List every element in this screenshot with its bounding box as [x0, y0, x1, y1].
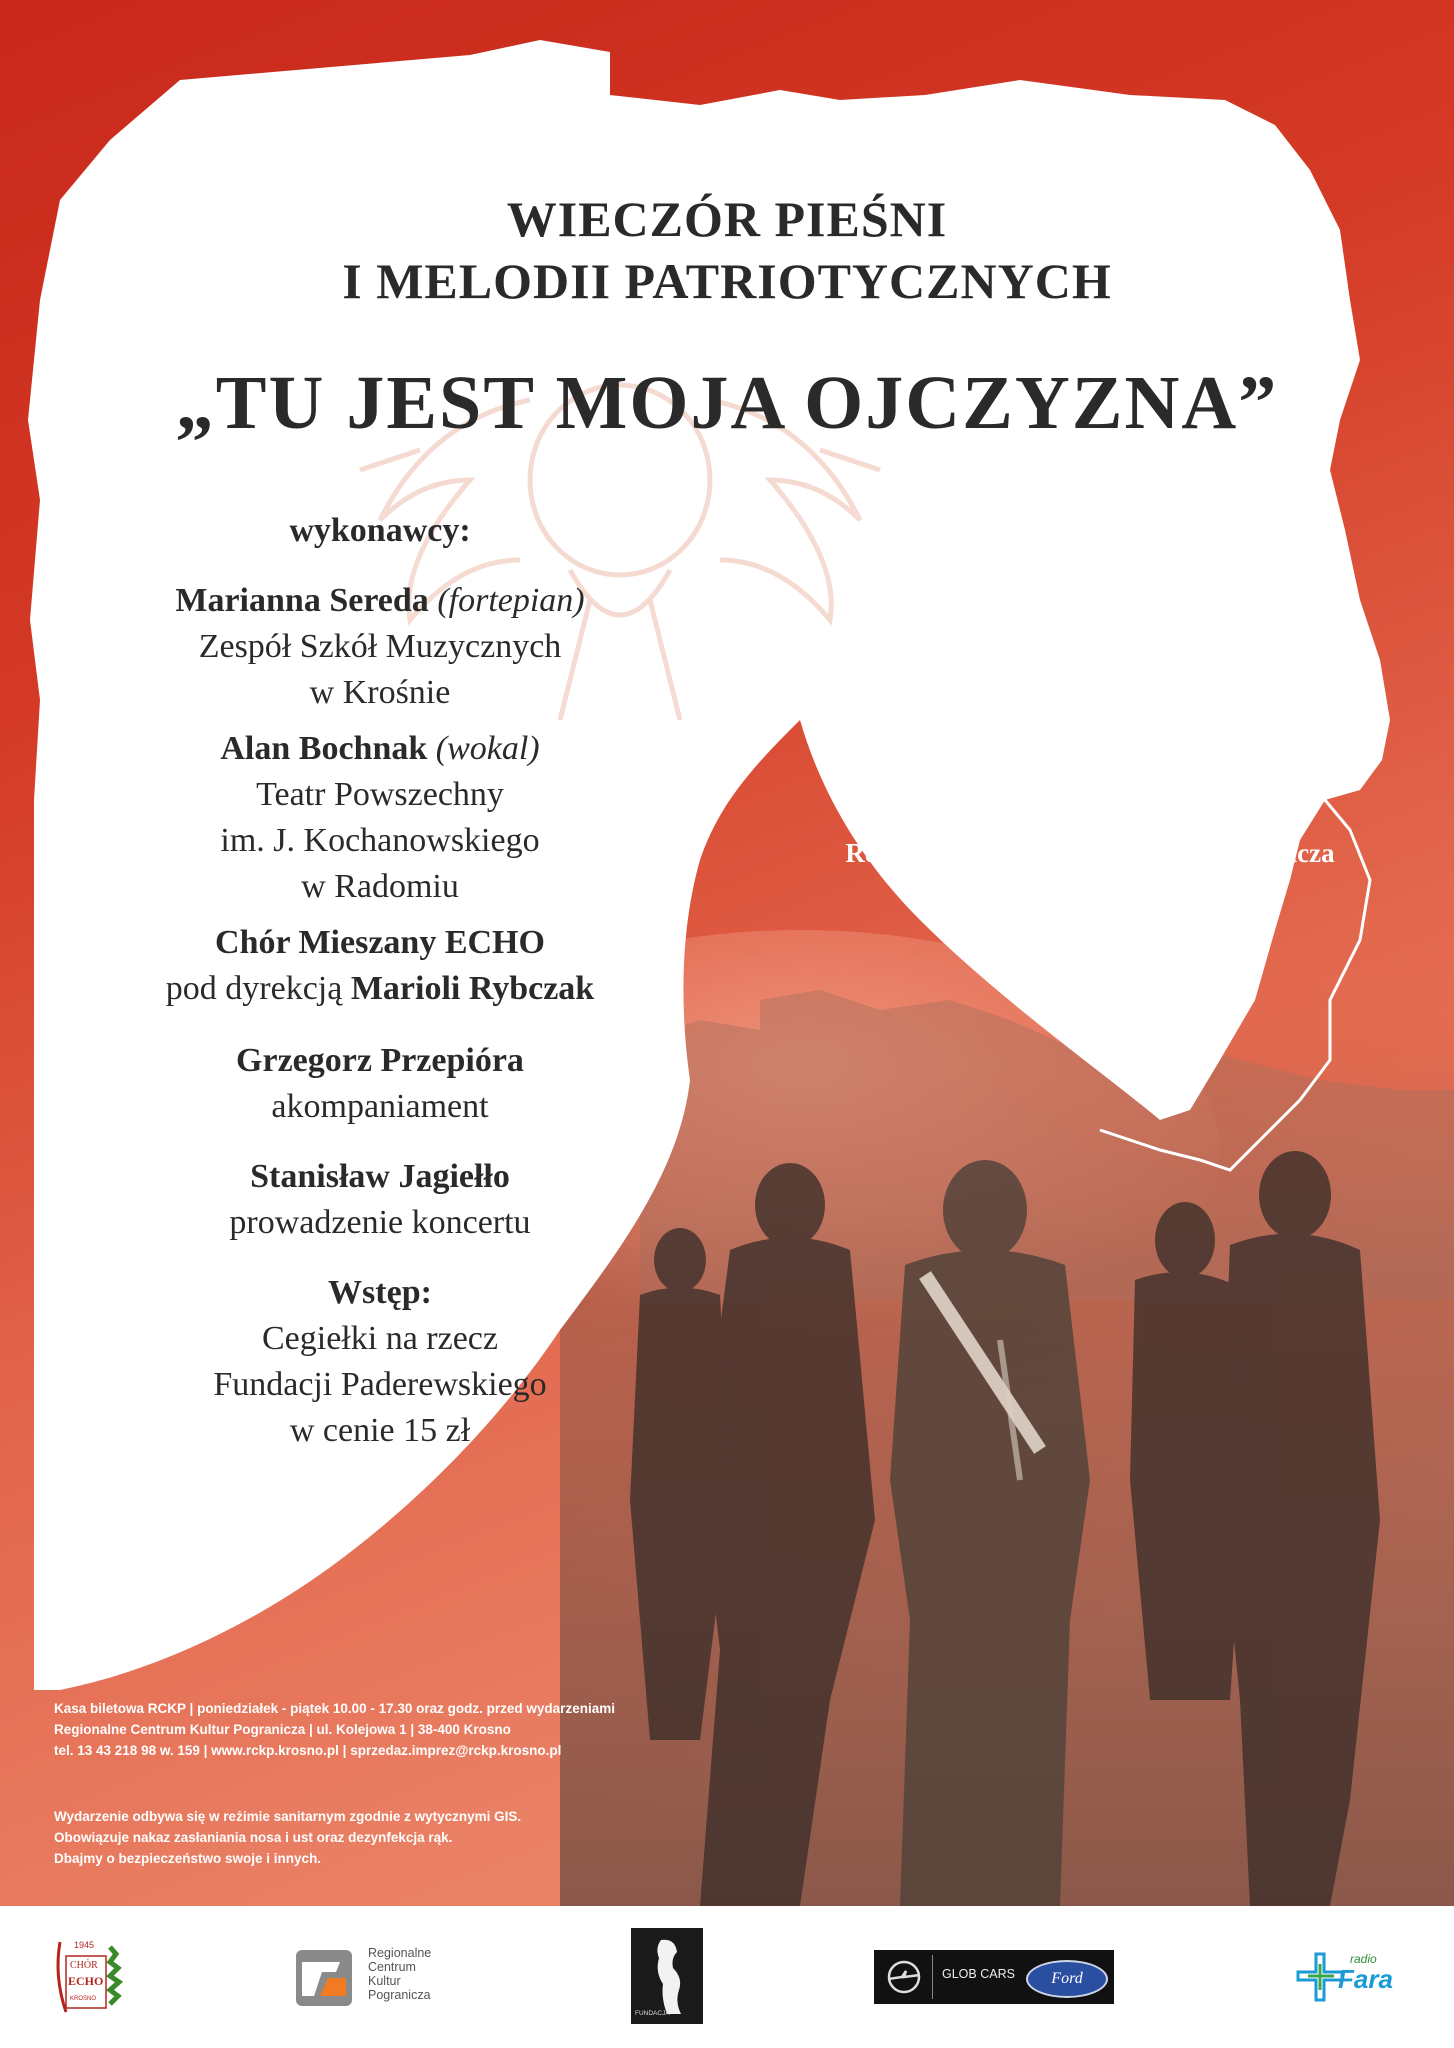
title-line-2: I MELODII PATRIOTYCZNYCH	[342, 253, 1112, 309]
box-office-line-1: Kasa biletowa RCKP | poniedziałek - piątek 10.00 - 17.30 oraz godz. przed wydarzeniami	[54, 1701, 615, 1716]
performer-1	[110, 578, 650, 716]
entry-label: Wstęp:	[328, 1274, 432, 1311]
performer-2	[110, 726, 650, 910]
box-office-line-2: Regionalne Centrum Kultur Pogranicza | ul. Kolejowa 1 | 38-400 Krosno	[54, 1722, 511, 1737]
subtitle-block	[200, 188, 1254, 312]
globcars-label: GLOB CARS	[942, 1967, 1015, 1981]
main-title: „TU JEST MOJA OJCZYZNA”	[175, 361, 1279, 445]
performer-2-line3: im. J. Kochanowskiego	[220, 822, 540, 859]
performer-4	[110, 1038, 650, 1130]
performer-2-name: Alan Bochnak	[220, 730, 428, 767]
sponsor-logos	[0, 1906, 1454, 2048]
performer-5-name: Stanisław Jagiełło	[250, 1158, 510, 1195]
performer-2-role: (wokal)	[435, 730, 540, 767]
echo-city: KROSNO	[70, 1996, 97, 2002]
venue-line-2: Regionalnego Centrum Kultur Pogranicza	[845, 838, 1335, 868]
echo-name-2: ECHO	[68, 1974, 104, 1988]
venue-line-1: sala widowiskowa	[986, 800, 1194, 830]
sanitary-line-1: Wydarzenie odbywa się w reżimie sanitarnym zgodnie z wytycznymi GIS.	[54, 1809, 522, 1824]
event-date	[770, 632, 1430, 691]
entry-line-2: Fundacji Paderewskiego	[213, 1366, 547, 1403]
performer-3	[110, 920, 650, 1012]
sanitary-info	[54, 1806, 521, 1869]
radio-fara-logo[interactable]	[1294, 1950, 1404, 2010]
performer-2-line2: Teatr Powszechny	[256, 776, 504, 813]
rckp-line-1: Regionalne	[368, 1946, 432, 1960]
fara-label: Fara	[1338, 1964, 1393, 1994]
rckp-logo[interactable]	[296, 1946, 476, 2008]
entry-line-3: w cenie 15 zł	[289, 1412, 471, 1449]
entry-line-1: Cegiełki na rzecz	[262, 1320, 498, 1357]
time-text: godz. 18.00	[1055, 701, 1312, 761]
venue-block	[740, 796, 1440, 910]
echo-year: 1945	[74, 1940, 95, 1950]
rckp-line-3: Kultur	[368, 1974, 401, 1988]
fundacja-logo[interactable]	[631, 1928, 703, 2024]
title-line-1: WIECZÓR PIEŚNI	[506, 191, 948, 247]
radio-label: radio	[1350, 1952, 1377, 1966]
rckp-line-4: Pogranicza	[368, 1988, 431, 2002]
performer-2-line4: w Radomiu	[301, 868, 459, 905]
performer-1-line2: Zespół Szkół Muzycznych	[198, 628, 562, 665]
sanitary-line-3: Dbajmy o bezpieczeństwo swoje i innych.	[54, 1851, 322, 1866]
performer-4-name: Grzegorz Przepióra	[236, 1042, 524, 1079]
ford-badge: Ford	[1026, 1960, 1108, 1998]
rckp-line-2: Centrum	[368, 1960, 416, 1974]
performer-3-prefix: pod dyrekcją	[165, 970, 343, 1007]
box-office-line-3: tel. 13 43 218 98 w. 159 | www.rckp.krosno.pl | sprzedaz.imprez@rckp.krosno.pl	[54, 1743, 562, 1758]
performers-heading: wykonawcy:	[289, 512, 471, 549]
performer-5-role: prowadzenie koncertu	[229, 1204, 531, 1241]
box-office-info	[54, 1698, 615, 1761]
performer-1-line3: w Krośnie	[309, 674, 451, 711]
opel-icon	[884, 1957, 924, 1997]
sanitary-line-2: Obowiązuje nakaz zasłaniania nosa i ust oraz dezynfekcja rąk.	[54, 1830, 453, 1845]
performer-3-conductor: Marioli Rybczak	[350, 970, 595, 1007]
weekday-text: (czwartek)	[888, 717, 1042, 757]
echo-name-1: CHÓR	[70, 1960, 98, 1971]
performer-4-role: akompaniament	[271, 1088, 489, 1125]
performer-5	[110, 1154, 650, 1246]
rckp-icon	[296, 1950, 352, 2006]
performer-1-name: Marianna Sereda	[175, 582, 429, 619]
performer-3-name: Chór Mieszany ECHO	[215, 924, 545, 961]
venue-line-3: w Krośnie, ul. Kolejowa 1	[941, 876, 1239, 906]
chor-echo-logo[interactable]	[52, 1932, 132, 2022]
date-text: 11 listopada 2021	[909, 633, 1291, 690]
entry-info	[110, 1270, 650, 1454]
event-time	[770, 700, 1430, 762]
performer-1-role: (fortepian)	[437, 582, 585, 619]
fundacja-label: FUNDACJA	[635, 2010, 670, 2017]
globcars-logo[interactable]	[874, 1950, 1114, 2004]
